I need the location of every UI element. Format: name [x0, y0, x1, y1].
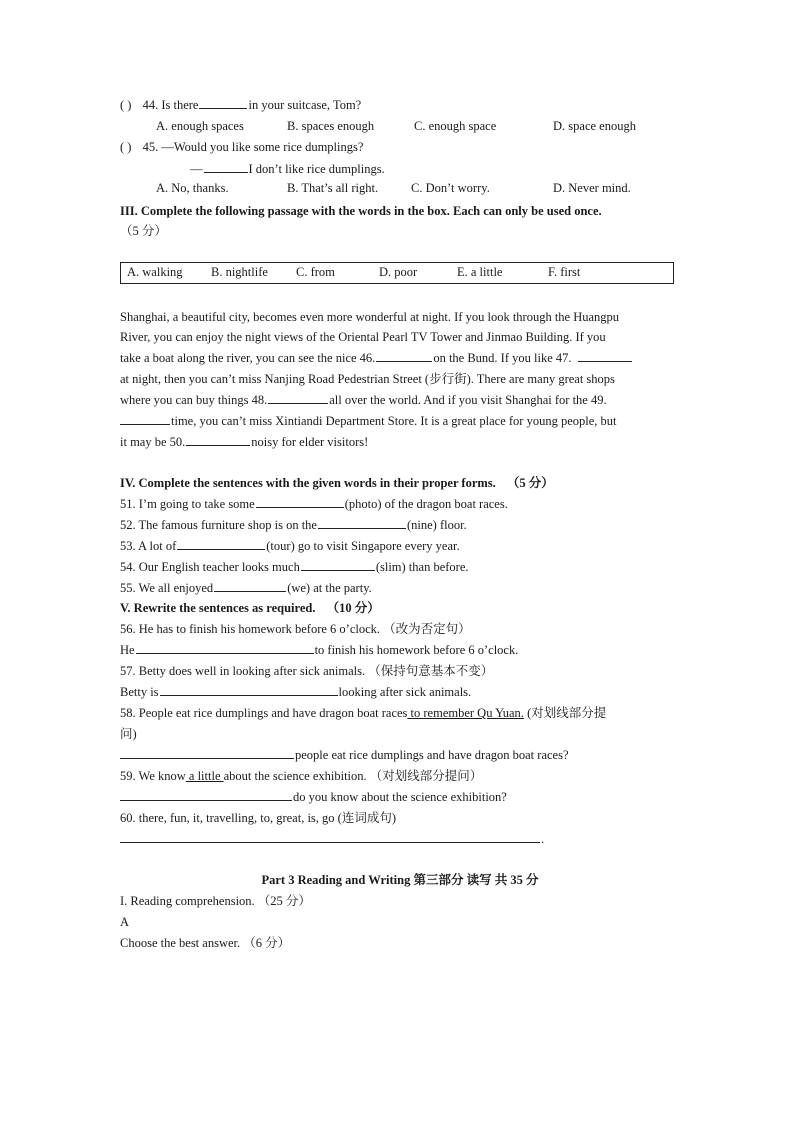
answer-suffix: do you know about the science exhibition?	[293, 790, 507, 804]
question-45-reply	[190, 160, 385, 178]
section-title-text: IV. Complete the sentences with the given words in their proper forms.	[120, 476, 496, 490]
passage-line	[120, 349, 633, 367]
question-57: 57. Betty does well in looking after sick animals. （保持句意基本不变）	[120, 664, 494, 678]
passage-line	[120, 412, 617, 430]
section-3-title: III. Complete the following passage with the words in the box. Each can only be used once.	[120, 204, 602, 218]
question-45	[120, 138, 363, 156]
section-score: （5 分）	[506, 476, 554, 490]
question-53	[120, 537, 460, 555]
question-text: 55. We all enjoyed	[120, 581, 214, 595]
blank-line[interactable]	[204, 160, 248, 173]
passage-text: time, you can’t miss Xintiandi Department Store. It is a great place for young people, but	[171, 414, 617, 428]
instruction: Choose the best answer. （6 分）	[120, 936, 291, 950]
blank-49[interactable]	[120, 412, 170, 425]
question-58	[120, 704, 606, 722]
question-stem: 44. Is there	[142, 98, 199, 112]
answer-59	[120, 788, 507, 806]
passage-text: where you can buy things 48.	[120, 393, 268, 407]
answer-58	[120, 746, 569, 764]
word-box-item: E. a little	[457, 265, 503, 279]
question-55	[120, 579, 372, 597]
question-56: 56. He has to finish his homework before 6 o’clock. （改为否定句）	[120, 622, 471, 636]
passage-text: all over the world. And if you visit Shanghai for the 49.	[329, 393, 607, 407]
section-4-title	[120, 474, 554, 492]
blank-47[interactable]	[578, 349, 632, 362]
question-text: (nine) floor.	[406, 518, 467, 532]
blank-line[interactable]	[177, 537, 265, 550]
question-51	[120, 495, 508, 513]
option-a[interactable]: A. No, thanks.	[156, 181, 229, 195]
word-box-item: F. first	[548, 265, 581, 279]
answer-paren: ( )	[120, 98, 132, 112]
answer-blank[interactable]	[120, 746, 294, 759]
passage-line: River, you can enjoy the night views of the Oriental Pearl TV Tower and Jinmao Building. If you	[120, 330, 606, 344]
question-text: (tour) go to visit Singapore every year.	[266, 539, 460, 553]
option-c[interactable]: C. Don’t worry.	[411, 181, 490, 195]
question-52	[120, 516, 467, 534]
word-box-item: A. walking	[127, 265, 183, 279]
question-text: about the science exhibition. （对划线部分提问）	[223, 769, 483, 783]
blank-50[interactable]	[186, 433, 250, 446]
question-text: 58. People eat rice dumplings and have dragon boat races	[120, 706, 408, 720]
passage-text: it may be 50.	[120, 435, 186, 449]
option-d[interactable]: D. space enough	[553, 119, 636, 133]
answer-blank[interactable]	[136, 641, 314, 654]
underlined-part: a little	[185, 769, 224, 783]
option-c[interactable]: C. enough space	[414, 119, 497, 133]
answer-suffix: looking after sick animals.	[338, 685, 472, 699]
question-59	[120, 767, 482, 785]
option-a[interactable]: A. enough spaces	[156, 119, 244, 133]
question-44	[120, 96, 361, 114]
answer-suffix: to finish his homework before 6 o’clock.	[314, 643, 519, 657]
answer-prefix: Betty is	[120, 685, 159, 699]
question-text: 52. The famous furniture shop is on the	[120, 518, 317, 532]
word-box-item: B. nightlife	[211, 265, 268, 279]
passage-line: Shanghai, a beautiful city, becomes even more wonderful at night. If you look through the Huangpu	[120, 310, 620, 324]
sentence-end: .	[541, 832, 545, 846]
answer-60	[120, 830, 544, 848]
option-b[interactable]: B. That’s all right.	[287, 181, 379, 195]
blank-line[interactable]	[214, 579, 286, 592]
question-text: (slim) than before.	[375, 560, 469, 574]
passage-text: on the Bund. If you like 47.	[433, 351, 572, 365]
word-box-item: C. from	[296, 265, 335, 279]
underlined-part: to remember Qu Yuan.	[407, 706, 524, 720]
question-text: 59. We know	[120, 769, 186, 783]
question-stem: 45. —Would you like some rice dumplings?	[142, 140, 364, 154]
question-58-cont: 问)	[120, 727, 137, 741]
answer-57	[120, 683, 471, 701]
passage-label: A	[120, 915, 130, 929]
blank-48[interactable]	[268, 391, 328, 404]
answer-blank[interactable]	[120, 830, 540, 843]
option-d[interactable]: D. Never mind.	[553, 181, 631, 195]
word-box-item: D. poor	[379, 265, 418, 279]
answer-56	[120, 641, 518, 659]
reply-text: I don’t like rice dumplings.	[248, 162, 385, 176]
question-54	[120, 558, 469, 576]
passage-line	[120, 391, 607, 409]
passage-text: take a boat along the river, you can see the nice 46.	[120, 351, 376, 365]
question-instruction: (对划线部分提	[523, 706, 607, 720]
question-text: (we) at the party.	[287, 581, 372, 595]
passage-text: noisy for elder visitors!	[251, 435, 369, 449]
dash: —	[190, 162, 203, 176]
blank-line[interactable]	[301, 558, 375, 571]
option-b[interactable]: B. spaces enough	[287, 119, 375, 133]
blank-line[interactable]	[256, 495, 344, 508]
section-title-text: V. Rewrite the sentences as required.	[120, 601, 316, 615]
section-5-title	[120, 599, 380, 617]
passage-line: at night, then you can’t miss Nanjing Road Pedestrian Street (步行街). There are many great shops	[120, 372, 615, 386]
answer-suffix: people eat rice dumplings and have dragon boat races?	[295, 748, 569, 762]
part-3-title: Part 3 Reading and Writing 第三部分 读写 共 35 分	[261, 873, 539, 887]
blank-46[interactable]	[376, 349, 432, 362]
answer-blank[interactable]	[120, 788, 292, 801]
word-box	[120, 262, 674, 284]
answer-blank[interactable]	[160, 683, 338, 696]
section-score: （10 分）	[326, 601, 380, 615]
question-text: 51. I’m going to take some	[120, 497, 255, 511]
section-3-score: （5 分）	[120, 224, 167, 238]
question-text: 54. Our English teacher looks much	[120, 560, 300, 574]
answer-paren: ( )	[120, 140, 132, 154]
blank-line[interactable]	[199, 96, 247, 109]
question-60: 60. there, fun, it, travelling, to, great, is, go (连词成句)	[120, 811, 396, 825]
question-text: (photo) of the dragon boat races.	[344, 497, 508, 511]
passage-line	[120, 433, 368, 451]
answer-prefix: He	[120, 643, 135, 657]
reading-heading: I. Reading comprehension. （25 分）	[120, 894, 311, 908]
blank-line[interactable]	[318, 516, 406, 529]
question-stem: in your suitcase, Tom?	[248, 98, 362, 112]
question-text: 53. A lot of	[120, 539, 177, 553]
